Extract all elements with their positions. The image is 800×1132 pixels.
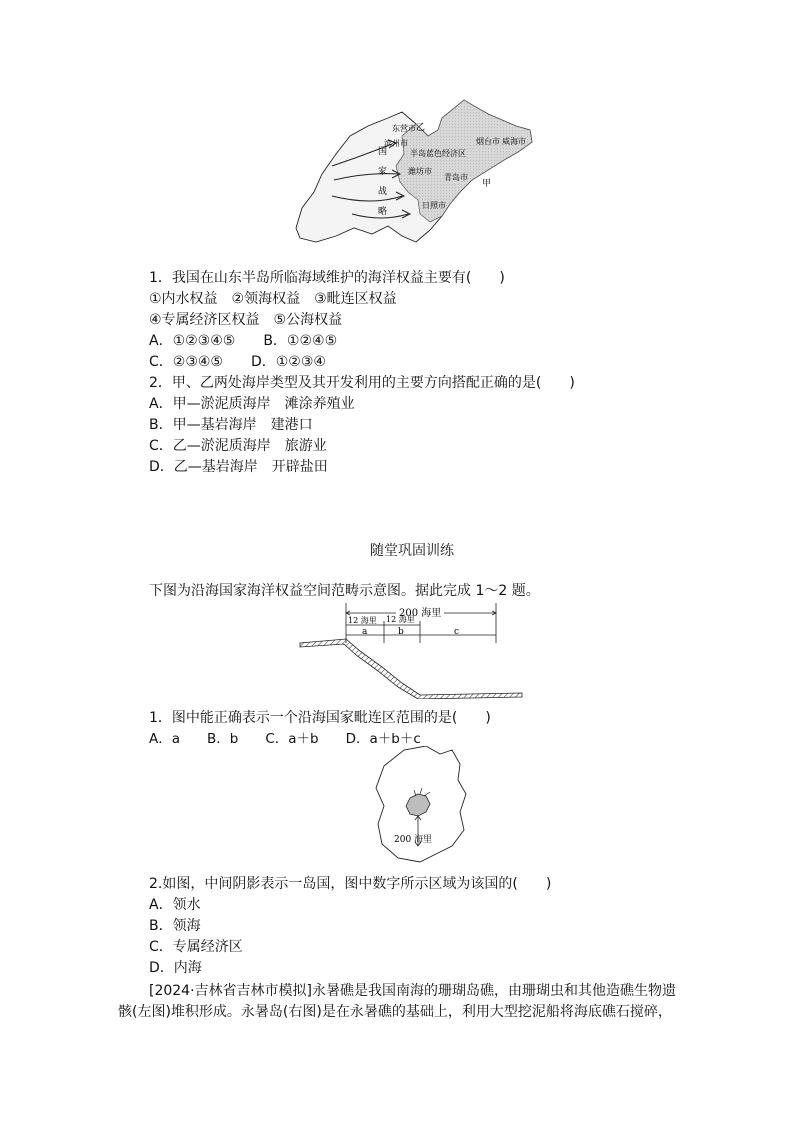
s1-q2-c: C．乙—淤泥质海岸 旅游业: [149, 438, 327, 454]
label-200nm: 200 海里: [399, 608, 442, 619]
s1-q1-options-2: ④专属经济区权益 ⑤公海权益: [149, 312, 343, 328]
label-binzhou: 滨州市: [384, 139, 408, 148]
label-seg-b: b: [398, 627, 404, 637]
section-title: 随堂巩固训练: [370, 543, 454, 559]
label-seg-a: a: [362, 627, 368, 637]
island-nation-diagram: [374, 746, 468, 864]
label-rizhao: 日照市: [422, 201, 446, 210]
shandong-map: [292, 96, 536, 248]
label-weifang: 潍坊市: [408, 167, 432, 176]
label-strategy-3: 战: [378, 187, 388, 197]
label-qingdao: 青岛市: [444, 173, 468, 182]
s2-q2-d: D．内海: [149, 960, 202, 976]
s1-q2-b: B．甲—基岩海岸 建港口: [149, 417, 313, 433]
s1-q2-d: D．乙—基岩海岸 开辟盐田: [149, 459, 328, 475]
seabed-profile: [300, 639, 522, 699]
passage-line-2: 骸(左图)堆积形成。永暑岛(右图)是在永暑礁的基础上，利用大型挖泥船将海底礁石搅碎，: [118, 1004, 672, 1020]
label-12nm-b: 12 海里: [386, 615, 415, 624]
label-dongying: 东营市: [392, 124, 416, 133]
s2-q1-options: A．a B．b C．a＋b D．a＋b＋c: [149, 731, 421, 747]
label-weihai: 威海市: [502, 137, 526, 146]
s1-q1-choices-cd: C．②③④⑤ D．①②③④: [149, 354, 326, 370]
s1-q1-options-1: ①内水权益 ②领海权益 ③毗连区权益: [149, 291, 397, 307]
label-strategy-1: 国: [378, 147, 388, 157]
label-strategy-4: 略: [378, 207, 388, 217]
s1-q2: 2．甲、乙两处海岸类型及其开发利用的主要方向搭配正确的是( ): [149, 375, 575, 391]
s2-q2-a: A．领水: [149, 897, 201, 913]
s2-q2-c: C．专属经济区: [149, 939, 243, 955]
label-blue-zone: 半岛蓝色经济区: [410, 149, 466, 158]
label-yi: 乙: [416, 123, 426, 133]
label-yantai: 烟台市: [476, 137, 500, 146]
label-200nm-island: 200 海里: [394, 835, 433, 845]
label-12nm-a: 12 海里: [348, 616, 377, 625]
label-jia: 甲: [482, 179, 492, 189]
s1-q2-a: A．甲—淤泥质海岸 滩涂养殖业: [149, 396, 355, 412]
s2-q2-b: B．领海: [149, 918, 201, 934]
s1-q1-choices-ab: A．①②③④⑤ B．①②④⑤: [149, 333, 338, 349]
s2-q1: 1．图中能正确表示一个沿海国家毗连区范围的是( ): [149, 710, 491, 726]
sea-zones-diagram: [298, 603, 524, 699]
label-seg-c: c: [454, 627, 460, 637]
passage-line-1: [2024·吉林省吉林市模拟]永暑礁是我国南海的珊瑚岛礁，由珊瑚虫和其他造礁生物遗: [149, 983, 677, 999]
s1-q1: 1．我国在山东半岛所临海域维护的海洋权益主要有( ): [149, 270, 505, 286]
s2-q2: 2.如图，中间阴影表示一岛国，图中数字所示区域为该国的( ): [149, 876, 552, 892]
label-strategy-2: 家: [378, 167, 388, 177]
s2-intro: 下图为沿海国家海洋权益空间范畴示意图。据此完成 1～2 题。: [149, 583, 540, 599]
